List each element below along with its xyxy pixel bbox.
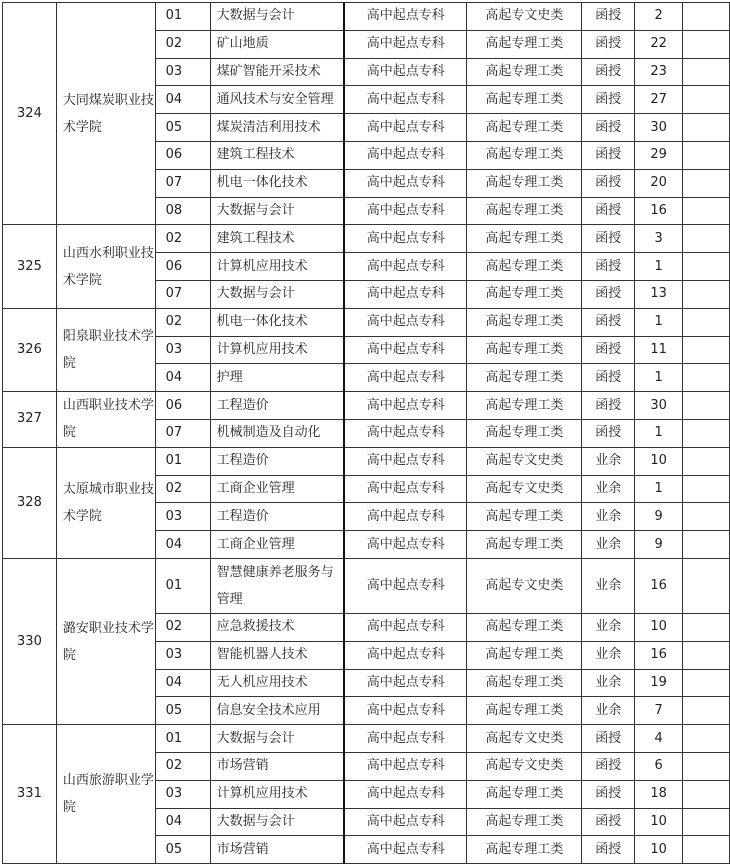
study-mode: 函授 [582, 836, 635, 864]
exam-category: 高起专理工类 [467, 503, 582, 531]
exam-category: 高起专理工类 [467, 392, 582, 420]
quota: 10 [635, 836, 683, 864]
quota: 1 [635, 253, 683, 281]
study-mode: 函授 [582, 725, 635, 753]
major-name: 大数据与会计 [210, 280, 344, 308]
study-mode: 函授 [582, 30, 635, 58]
school-code: 326 [3, 308, 57, 391]
major-code: 01 [155, 447, 210, 475]
major-code: 04 [155, 86, 210, 114]
remarks-cell [683, 30, 730, 58]
major-name: 煤矿智能开采技术 [210, 58, 344, 86]
major-code: 01 [155, 558, 210, 613]
level: 高中起点专科 [344, 30, 467, 58]
remarks-cell [683, 169, 730, 197]
quota: 1 [635, 308, 683, 336]
quota: 2 [635, 3, 683, 31]
quota: 27 [635, 86, 683, 114]
quota: 6 [635, 752, 683, 780]
remarks-cell [683, 392, 730, 420]
exam-category: 高起专理工类 [467, 169, 582, 197]
remarks-cell [683, 197, 730, 225]
study-mode: 函授 [582, 86, 635, 114]
level: 高中起点专科 [344, 308, 467, 336]
remarks-cell [683, 503, 730, 531]
school-code: 330 [3, 558, 57, 724]
school-name: 山西水利职业技术学院 [56, 225, 155, 308]
study-mode: 函授 [582, 3, 635, 31]
major-code: 03 [155, 58, 210, 86]
level: 高中起点专科 [344, 531, 467, 559]
major-code: 02 [155, 30, 210, 58]
school-code: 327 [3, 392, 57, 448]
level: 高中起点专科 [344, 197, 467, 225]
major-name: 大数据与会计 [210, 3, 344, 31]
study-mode: 函授 [582, 114, 635, 142]
study-mode: 函授 [582, 197, 635, 225]
study-mode: 业余 [582, 447, 635, 475]
level: 高中起点专科 [344, 225, 467, 253]
study-mode: 业余 [582, 503, 635, 531]
study-mode: 函授 [582, 364, 635, 392]
remarks-cell [683, 808, 730, 836]
exam-category: 高起专理工类 [467, 86, 582, 114]
study-mode: 业余 [582, 697, 635, 725]
study-mode: 函授 [582, 280, 635, 308]
major-name: 计算机应用技术 [210, 336, 344, 364]
quota: 4 [635, 725, 683, 753]
level: 高中起点专科 [344, 725, 467, 753]
major-name: 市场营销 [210, 836, 344, 864]
remarks-cell [683, 280, 730, 308]
exam-category: 高起专文史类 [467, 3, 582, 31]
major-code: 03 [155, 336, 210, 364]
quota: 9 [635, 531, 683, 559]
major-code: 04 [155, 364, 210, 392]
major-name: 煤炭清洁利用技术 [210, 114, 344, 142]
major-code: 05 [155, 697, 210, 725]
major-code: 04 [155, 669, 210, 697]
table-row [3, 392, 730, 420]
major-code: 07 [155, 419, 210, 447]
remarks-cell [683, 141, 730, 169]
major-code: 06 [155, 141, 210, 169]
study-mode: 函授 [582, 58, 635, 86]
quota: 18 [635, 780, 683, 808]
remarks-cell [683, 419, 730, 447]
major-name: 智能机器人技术 [210, 641, 344, 669]
exam-category: 高起专理工类 [467, 253, 582, 281]
study-mode: 函授 [582, 780, 635, 808]
school-name: 太原城市职业技术学院 [56, 447, 155, 558]
major-code: 07 [155, 169, 210, 197]
quota: 1 [635, 364, 683, 392]
school-name: 山西旅游职业学院 [56, 725, 155, 864]
major-name: 护理 [210, 364, 344, 392]
school-name: 潞安职业技术学院 [56, 558, 155, 724]
major-name: 应急救援技术 [210, 613, 344, 641]
remarks-cell [683, 58, 730, 86]
quota: 20 [635, 169, 683, 197]
table-row [3, 225, 730, 253]
major-code: 08 [155, 197, 210, 225]
exam-category: 高起专文史类 [467, 752, 582, 780]
level: 高中起点专科 [344, 253, 467, 281]
table-row [3, 558, 730, 613]
major-name: 建筑工程技术 [210, 225, 344, 253]
study-mode: 业余 [582, 475, 635, 503]
remarks-cell [683, 86, 730, 114]
major-code: 05 [155, 114, 210, 142]
major-name: 机电一体化技术 [210, 308, 344, 336]
quota: 10 [635, 613, 683, 641]
major-name: 信息安全技术应用 [210, 697, 344, 725]
level: 高中起点专科 [344, 141, 467, 169]
level: 高中起点专科 [344, 697, 467, 725]
exam-category: 高起专文史类 [467, 558, 582, 613]
school-name: 阳泉职业技术学院 [56, 308, 155, 391]
study-mode: 函授 [582, 808, 635, 836]
remarks-cell [683, 669, 730, 697]
major-name: 市场营销 [210, 752, 344, 780]
major-name: 大数据与会计 [210, 197, 344, 225]
study-mode: 函授 [582, 225, 635, 253]
major-code: 06 [155, 392, 210, 420]
major-code: 03 [155, 641, 210, 669]
quota: 23 [635, 58, 683, 86]
quota: 16 [635, 558, 683, 613]
exam-category: 高起专理工类 [467, 30, 582, 58]
exam-category: 高起专理工类 [467, 641, 582, 669]
remarks-cell [683, 308, 730, 336]
remarks-cell [683, 613, 730, 641]
study-mode: 函授 [582, 419, 635, 447]
major-name: 计算机应用技术 [210, 253, 344, 281]
exam-category: 高起专理工类 [467, 197, 582, 225]
quota: 16 [635, 641, 683, 669]
level: 高中起点专科 [344, 336, 467, 364]
remarks-cell [683, 558, 730, 613]
major-name: 计算机应用技术 [210, 780, 344, 808]
study-mode: 函授 [582, 308, 635, 336]
exam-category: 高起专文史类 [467, 475, 582, 503]
level: 高中起点专科 [344, 836, 467, 864]
quota: 10 [635, 808, 683, 836]
level: 高中起点专科 [344, 752, 467, 780]
study-mode: 函授 [582, 336, 635, 364]
exam-category: 高起专理工类 [467, 280, 582, 308]
exam-category: 高起专理工类 [467, 697, 582, 725]
level: 高中起点专科 [344, 558, 467, 613]
major-code: 07 [155, 280, 210, 308]
remarks-cell [683, 447, 730, 475]
level: 高中起点专科 [344, 364, 467, 392]
major-name: 工商企业管理 [210, 531, 344, 559]
exam-category: 高起专理工类 [467, 114, 582, 142]
exam-category: 高起专理工类 [467, 364, 582, 392]
study-mode: 函授 [582, 169, 635, 197]
exam-category: 高起专理工类 [467, 780, 582, 808]
school-code: 324 [3, 3, 57, 225]
exam-category: 高起专文史类 [467, 447, 582, 475]
quota: 10 [635, 447, 683, 475]
level: 高中起点专科 [344, 3, 467, 31]
study-mode: 业余 [582, 613, 635, 641]
major-name: 工程造价 [210, 447, 344, 475]
major-code: 02 [155, 308, 210, 336]
major-name: 工程造价 [210, 503, 344, 531]
remarks-cell [683, 752, 730, 780]
exam-category: 高起专理工类 [467, 836, 582, 864]
major-name: 矿山地质 [210, 30, 344, 58]
level: 高中起点专科 [344, 641, 467, 669]
quota: 7 [635, 697, 683, 725]
major-code: 06 [155, 253, 210, 281]
major-name: 大数据与会计 [210, 808, 344, 836]
exam-category: 高起专理工类 [467, 225, 582, 253]
quota: 19 [635, 669, 683, 697]
quota: 13 [635, 280, 683, 308]
remarks-cell [683, 531, 730, 559]
study-mode: 函授 [582, 752, 635, 780]
school-code: 325 [3, 225, 57, 308]
major-code: 03 [155, 780, 210, 808]
major-code: 03 [155, 503, 210, 531]
level: 高中起点专科 [344, 669, 467, 697]
exam-category: 高起专文史类 [467, 725, 582, 753]
quota: 30 [635, 114, 683, 142]
level: 高中起点专科 [344, 114, 467, 142]
study-mode: 函授 [582, 392, 635, 420]
table-row [3, 447, 730, 475]
school-code: 331 [3, 725, 57, 864]
major-name: 大数据与会计 [210, 725, 344, 753]
major-name: 机电一体化技术 [210, 169, 344, 197]
quota: 1 [635, 475, 683, 503]
major-code: 02 [155, 475, 210, 503]
major-code: 01 [155, 3, 210, 31]
quota: 3 [635, 225, 683, 253]
exam-category: 高起专理工类 [467, 669, 582, 697]
remarks-cell [683, 697, 730, 725]
exam-category: 高起专理工类 [467, 141, 582, 169]
major-name: 工商企业管理 [210, 475, 344, 503]
major-code: 02 [155, 225, 210, 253]
remarks-cell [683, 475, 730, 503]
remarks-cell [683, 225, 730, 253]
quota: 1 [635, 419, 683, 447]
school-name: 山西职业技术学院 [56, 392, 155, 448]
major-code: 04 [155, 531, 210, 559]
level: 高中起点专科 [344, 419, 467, 447]
study-mode: 函授 [582, 253, 635, 281]
exam-category: 高起专理工类 [467, 308, 582, 336]
quota: 9 [635, 503, 683, 531]
quota: 30 [635, 392, 683, 420]
school-name: 大同煤炭职业技术学院 [56, 3, 155, 225]
major-code: 05 [155, 836, 210, 864]
major-name: 智慧健康养老服务与管理 [210, 558, 344, 613]
major-code: 02 [155, 752, 210, 780]
exam-category: 高起专理工类 [467, 613, 582, 641]
level: 高中起点专科 [344, 808, 467, 836]
level: 高中起点专科 [344, 780, 467, 808]
remarks-cell [683, 114, 730, 142]
enrollment-table [2, 2, 730, 864]
study-mode: 业余 [582, 641, 635, 669]
remarks-cell [683, 336, 730, 364]
exam-category: 高起专理工类 [467, 531, 582, 559]
remarks-cell [683, 780, 730, 808]
level: 高中起点专科 [344, 58, 467, 86]
remarks-cell [683, 364, 730, 392]
exam-category: 高起专理工类 [467, 419, 582, 447]
table-row [3, 725, 730, 753]
study-mode: 业余 [582, 531, 635, 559]
study-mode: 业余 [582, 558, 635, 613]
quota: 22 [635, 30, 683, 58]
major-name: 工程造价 [210, 392, 344, 420]
level: 高中起点专科 [344, 86, 467, 114]
major-code: 02 [155, 613, 210, 641]
level: 高中起点专科 [344, 392, 467, 420]
major-code: 01 [155, 725, 210, 753]
level: 高中起点专科 [344, 503, 467, 531]
school-code: 328 [3, 447, 57, 558]
table-row [3, 3, 730, 31]
quota: 29 [635, 141, 683, 169]
exam-category: 高起专理工类 [467, 58, 582, 86]
remarks-cell [683, 3, 730, 31]
major-name: 通风技术与安全管理 [210, 86, 344, 114]
quota: 16 [635, 197, 683, 225]
level: 高中起点专科 [344, 280, 467, 308]
remarks-cell [683, 836, 730, 864]
exam-category: 高起专理工类 [467, 336, 582, 364]
remarks-cell [683, 725, 730, 753]
exam-category: 高起专理工类 [467, 808, 582, 836]
study-mode: 业余 [582, 669, 635, 697]
study-mode: 函授 [582, 141, 635, 169]
major-name: 机械制造及自动化 [210, 419, 344, 447]
major-code: 04 [155, 808, 210, 836]
remarks-cell [683, 253, 730, 281]
remarks-cell [683, 641, 730, 669]
quota: 11 [635, 336, 683, 364]
major-name: 建筑工程技术 [210, 141, 344, 169]
table-row [3, 308, 730, 336]
level: 高中起点专科 [344, 447, 467, 475]
level: 高中起点专科 [344, 475, 467, 503]
level: 高中起点专科 [344, 613, 467, 641]
level: 高中起点专科 [344, 169, 467, 197]
major-name: 无人机应用技术 [210, 669, 344, 697]
